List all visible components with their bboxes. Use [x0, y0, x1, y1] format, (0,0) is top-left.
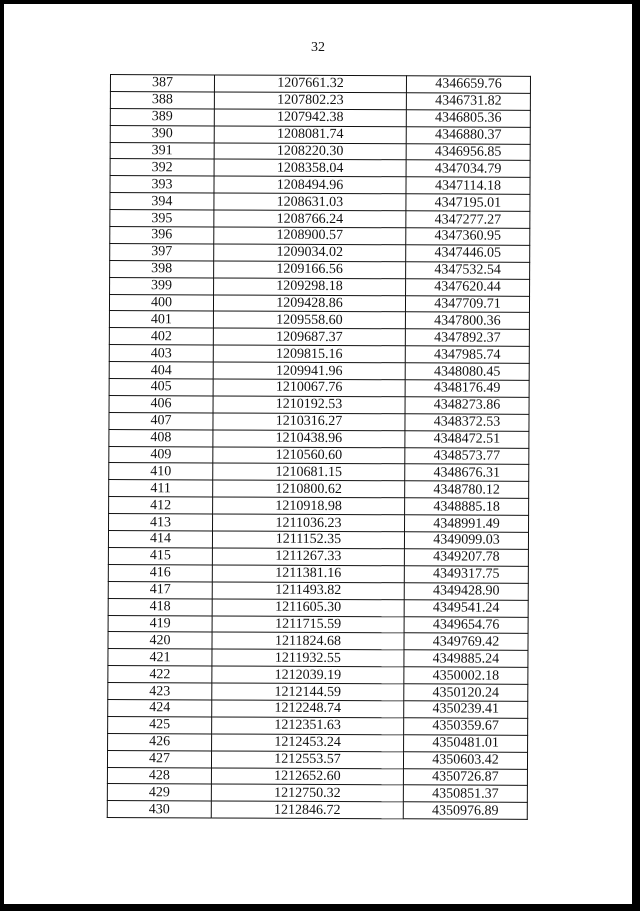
y-coordinate-cell: 4348176.49: [405, 380, 529, 397]
x-coordinate-cell: 1208220.30: [214, 143, 406, 161]
y-coordinate-cell: 4347360.95: [406, 228, 530, 245]
y-coordinate-cell: 4350726.87: [403, 768, 527, 785]
table-row: [110, 260, 530, 279]
x-coordinate-cell: 1210681.15: [213, 463, 405, 481]
x-coordinate-cell: 1210438.96: [213, 430, 405, 448]
point-number-cell: 405: [109, 379, 213, 396]
y-coordinate-cell: 4348885.18: [405, 498, 529, 515]
point-number-cell: 430: [107, 801, 211, 818]
y-coordinate-cell: 4350120.24: [404, 684, 528, 701]
y-coordinate-cell: 4349654.76: [404, 616, 528, 633]
x-coordinate-cell: 1212652.60: [211, 767, 403, 785]
x-coordinate-cell: 1208631.03: [214, 193, 406, 211]
x-coordinate-cell: 1212144.59: [212, 683, 404, 701]
y-coordinate-cell: 4350603.42: [403, 751, 527, 768]
y-coordinate-cell: 4346659.76: [406, 76, 530, 93]
table-row: [109, 328, 529, 347]
y-coordinate-cell: 4348573.77: [405, 447, 529, 464]
point-number-cell: 420: [108, 632, 212, 649]
x-coordinate-cell: 1208900.57: [214, 227, 406, 245]
y-coordinate-cell: 4350239.41: [404, 701, 528, 718]
table-row: [109, 379, 529, 398]
x-coordinate-cell: 1207942.38: [214, 109, 406, 127]
point-number-cell: 418: [108, 598, 212, 615]
y-coordinate-cell: 4347034.79: [406, 160, 530, 177]
x-coordinate-cell: 1208081.74: [214, 126, 406, 144]
y-coordinate-cell: 4347985.74: [405, 346, 529, 363]
point-number-cell: 399: [110, 277, 214, 294]
y-coordinate-cell: 4347277.27: [406, 211, 530, 228]
table-row: [108, 531, 528, 550]
point-number-cell: 412: [109, 497, 213, 514]
y-coordinate-cell: 4349541.24: [404, 599, 528, 616]
point-number-cell: 393: [110, 176, 214, 193]
x-coordinate-cell: 1207661.32: [214, 75, 406, 93]
y-coordinate-cell: 4347532.54: [406, 262, 530, 279]
point-number-cell: 427: [107, 750, 211, 767]
table-row: [109, 395, 529, 414]
point-number-cell: 390: [110, 125, 214, 142]
y-coordinate-cell: 4350359.67: [404, 718, 528, 735]
table-row: [109, 294, 529, 313]
point-number-cell: 404: [109, 362, 213, 379]
x-coordinate-cell: 1209941.96: [213, 362, 405, 380]
table-row: [108, 547, 528, 566]
table-row: [109, 362, 529, 381]
table-row: [110, 176, 530, 195]
y-coordinate-cell: 4347195.01: [406, 194, 530, 211]
point-number-cell: 407: [109, 412, 213, 429]
x-coordinate-cell: 1210067.76: [213, 379, 405, 397]
point-number-cell: 398: [110, 260, 214, 277]
x-coordinate-cell: 1212453.24: [212, 734, 404, 752]
y-coordinate-cell: 4349207.78: [404, 549, 528, 566]
point-number-cell: 401: [109, 311, 213, 328]
y-coordinate-cell: 4349099.03: [404, 532, 528, 549]
table-row: [108, 632, 528, 651]
point-number-cell: 413: [109, 514, 213, 531]
table-row: [110, 91, 530, 110]
x-coordinate-cell: 1211152.35: [212, 531, 404, 549]
table-row: [107, 784, 527, 803]
table-row: [109, 463, 529, 482]
y-coordinate-cell: 4348780.12: [405, 481, 529, 498]
point-number-cell: 395: [110, 210, 214, 227]
y-coordinate-cell: 4347709.71: [405, 295, 529, 312]
table-row: [107, 801, 527, 820]
table-row: [110, 193, 530, 212]
point-number-cell: 408: [109, 429, 213, 446]
x-coordinate-cell: 1210560.60: [213, 447, 405, 465]
x-coordinate-cell: 1212039.19: [212, 666, 404, 684]
point-number-cell: 402: [109, 328, 213, 345]
table-row: [107, 750, 527, 769]
y-coordinate-cell: 4349317.75: [404, 566, 528, 583]
table-row: [108, 716, 528, 735]
y-coordinate-cell: 4350002.18: [404, 667, 528, 684]
y-coordinate-cell: 4348080.45: [405, 363, 529, 380]
x-coordinate-cell: 1209166.56: [214, 261, 406, 279]
x-coordinate-cell: 1212846.72: [211, 801, 403, 819]
point-number-cell: 415: [108, 547, 212, 564]
point-number-cell: 428: [107, 767, 211, 784]
point-number-cell: 394: [110, 193, 214, 210]
y-coordinate-cell: 4348273.86: [405, 397, 529, 414]
table-row: [108, 666, 528, 685]
x-coordinate-cell: 1208358.04: [214, 159, 406, 177]
x-coordinate-cell: 1209034.02: [214, 244, 406, 262]
coordinates-table-body: [107, 75, 530, 820]
x-coordinate-cell: 1209428.86: [213, 295, 405, 313]
x-coordinate-cell: 1208494.96: [214, 176, 406, 194]
y-coordinate-cell: 4347114.18: [406, 177, 530, 194]
table-row: [108, 649, 528, 668]
y-coordinate-cell: 4348991.49: [405, 515, 529, 532]
table-row: [110, 75, 530, 94]
point-number-cell: 389: [110, 108, 214, 125]
x-coordinate-cell: 1210918.98: [213, 497, 405, 515]
y-coordinate-cell: 4348472.51: [405, 430, 529, 447]
table-row: [107, 767, 527, 786]
y-coordinate-cell: 4346805.36: [406, 110, 530, 127]
table-row: [108, 581, 528, 600]
y-coordinate-cell: 4349885.24: [404, 650, 528, 667]
y-coordinate-cell: 4349769.42: [404, 633, 528, 650]
y-coordinate-cell: 4350481.01: [404, 735, 528, 752]
point-number-cell: 406: [109, 395, 213, 412]
table-row: [109, 446, 529, 465]
point-number-cell: 421: [108, 649, 212, 666]
y-coordinate-cell: 4349428.90: [404, 583, 528, 600]
y-coordinate-cell: 4350851.37: [403, 785, 527, 802]
page-number: 32: [311, 40, 325, 55]
x-coordinate-cell: 1211493.82: [212, 582, 404, 600]
point-number-cell: 397: [110, 243, 214, 260]
table-row: [109, 514, 529, 533]
table-row: [110, 142, 530, 161]
y-coordinate-cell: 4346731.82: [406, 93, 530, 110]
coordinates-table: [107, 74, 531, 820]
y-coordinate-cell: 4348676.31: [405, 464, 529, 481]
table-row: [108, 683, 528, 702]
table-row: [109, 480, 529, 499]
table-row: [110, 243, 530, 262]
table-row: [109, 412, 529, 431]
x-coordinate-cell: 1211824.68: [212, 632, 404, 650]
x-coordinate-cell: 1212553.57: [211, 751, 403, 769]
point-number-cell: 411: [109, 480, 213, 497]
y-coordinate-cell: 4346956.85: [406, 143, 530, 160]
table-row: [110, 125, 530, 144]
point-number-cell: 424: [108, 699, 212, 716]
y-coordinate-cell: 4348372.53: [405, 414, 529, 431]
x-coordinate-cell: 1211267.33: [212, 548, 404, 566]
x-coordinate-cell: 1210800.62: [213, 480, 405, 498]
x-coordinate-cell: 1211605.30: [212, 599, 404, 617]
point-number-cell: 409: [109, 446, 213, 463]
point-number-cell: 388: [110, 91, 214, 108]
y-coordinate-cell: 4347446.05: [406, 245, 530, 262]
point-number-cell: 419: [108, 615, 212, 632]
point-number-cell: 387: [110, 75, 214, 92]
table-row: [108, 733, 528, 752]
x-coordinate-cell: 1209815.16: [213, 345, 405, 363]
x-coordinate-cell: 1212750.32: [211, 784, 403, 802]
table-row: [109, 497, 529, 516]
point-number-cell: 425: [108, 716, 212, 733]
table-row: [108, 699, 528, 718]
x-coordinate-cell: 1209558.60: [213, 311, 405, 329]
x-coordinate-cell: 1211381.16: [212, 565, 404, 583]
point-number-cell: 429: [107, 784, 211, 801]
table-row: [110, 277, 530, 296]
table-row: [109, 345, 529, 364]
point-number-cell: 403: [109, 345, 213, 362]
y-coordinate-cell: 4346880.37: [406, 126, 530, 143]
point-number-cell: 410: [109, 463, 213, 480]
x-coordinate-cell: 1211715.59: [212, 615, 404, 633]
x-coordinate-cell: 1209687.37: [213, 328, 405, 346]
x-coordinate-cell: 1211036.23: [213, 514, 405, 532]
point-number-cell: 416: [108, 564, 212, 581]
x-coordinate-cell: 1212248.74: [212, 700, 404, 718]
x-coordinate-cell: 1210192.53: [213, 396, 405, 414]
x-coordinate-cell: 1212351.63: [212, 717, 404, 735]
point-number-cell: 422: [108, 666, 212, 683]
point-number-cell: 392: [110, 159, 214, 176]
point-number-cell: 396: [110, 227, 214, 244]
table-row: [110, 210, 530, 229]
table-row: [109, 429, 529, 448]
point-number-cell: 400: [109, 294, 213, 311]
x-coordinate-cell: 1209298.18: [214, 278, 406, 296]
table-row: [108, 615, 528, 634]
table-row: [108, 564, 528, 583]
table-row: [110, 227, 530, 246]
table-row: [110, 108, 530, 127]
point-number-cell: 391: [110, 142, 214, 159]
point-number-cell: 423: [108, 683, 212, 700]
y-coordinate-cell: 4347892.37: [405, 329, 529, 346]
y-coordinate-cell: 4350976.89: [403, 802, 527, 819]
x-coordinate-cell: 1210316.27: [213, 413, 405, 431]
y-coordinate-cell: 4347800.36: [405, 312, 529, 329]
table-row: [110, 159, 530, 178]
x-coordinate-cell: 1207802.23: [214, 92, 406, 110]
document-page: [4, 4, 632, 904]
table-row: [108, 598, 528, 617]
point-number-cell: 414: [108, 531, 212, 548]
point-number-cell: 417: [108, 581, 212, 598]
x-coordinate-cell: 1208766.24: [214, 210, 406, 228]
y-coordinate-cell: 4347620.44: [406, 278, 530, 295]
table-row: [109, 311, 529, 330]
point-number-cell: 426: [108, 733, 212, 750]
x-coordinate-cell: 1211932.55: [212, 649, 404, 667]
